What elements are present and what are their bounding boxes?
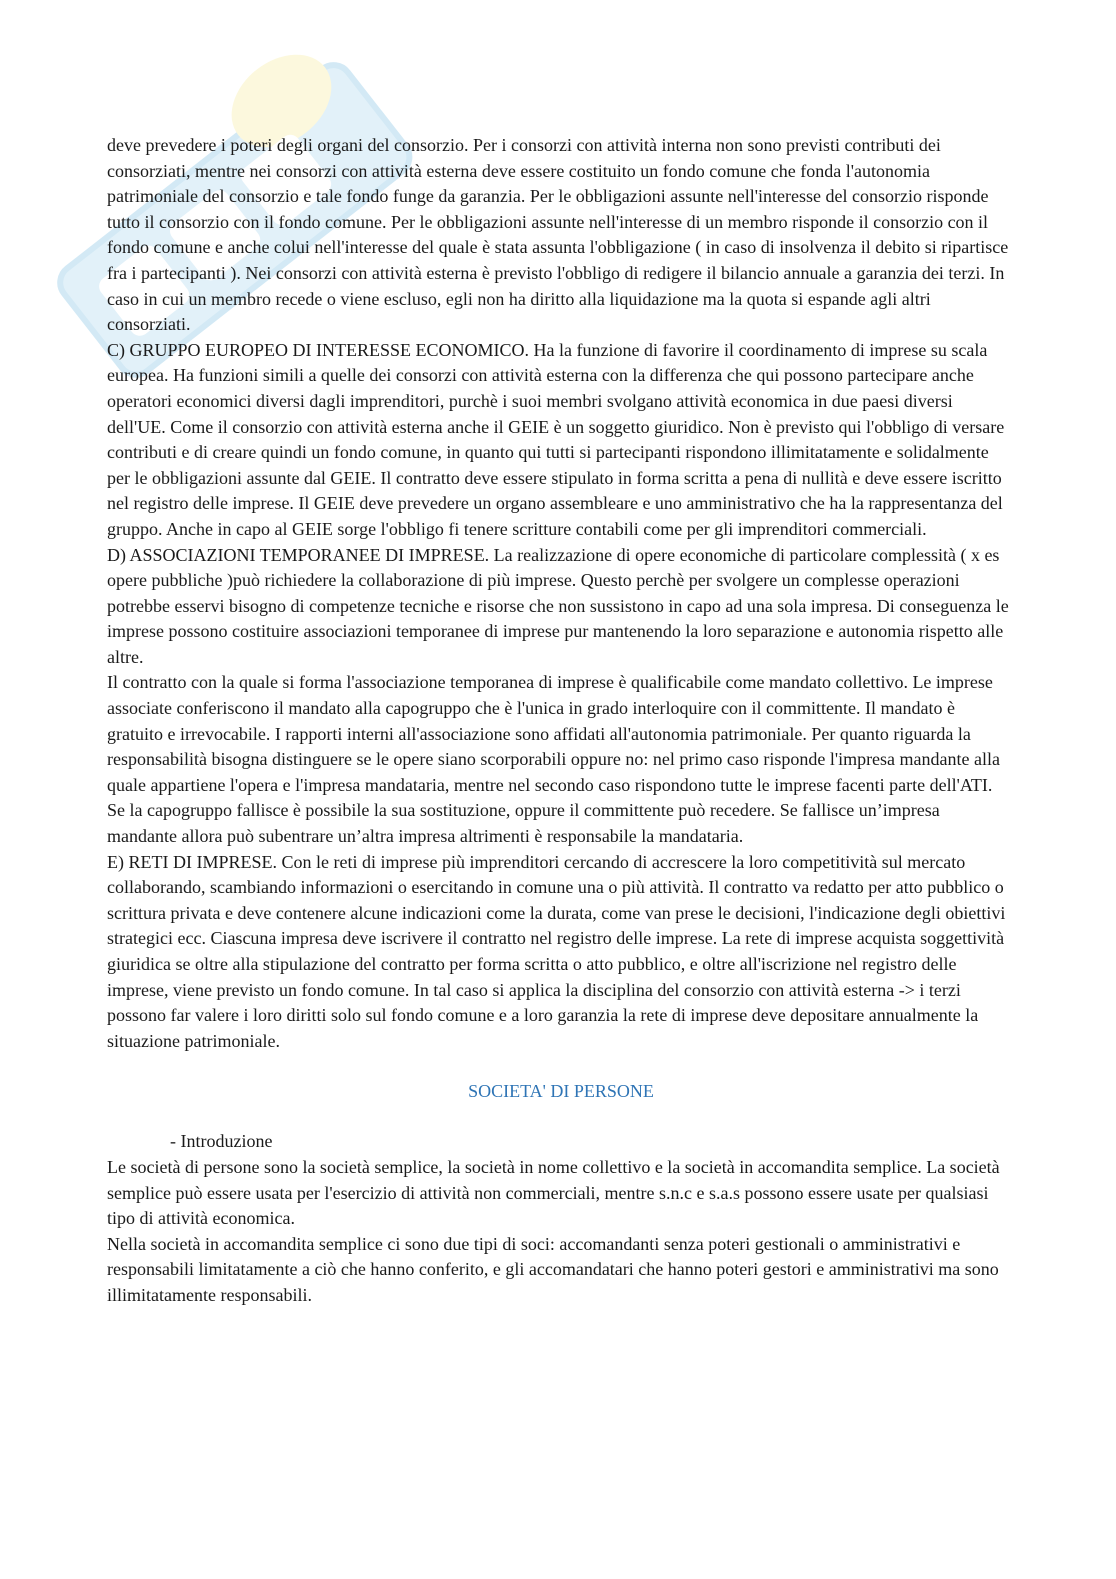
document-page xyxy=(107,133,1013,1309)
paragraph-reti-imprese: E) RETI DI IMPRESE. Con le reti di imprese più imprenditori cercando di accrescere la loro competitività sul mercato collaborando, scambiando informazioni o esercitando in comune una o più attività. Il contratto va redatto per atto pubblico o scrittura privata e deve contenere alcune indicazioni come la durata, come van prese le decisioni, l'indicazione degli obiettivi strategici ecc. Ciascuna impresa deve iscrivere il contratto nel registro delle imprese. La rete di imprese acquista soggettività giuridica se oltre alla stipulazione del contratto per forma scritta o atto pubblico, e oltre all'iscrizione nel registro delle imprese, viene previsto un fondo comune. In tal caso si applica la disciplina del consorzio con attività esterna -> i terzi possono far valere i loro diritti solo sul fondo comune e a loro garanzia la rete di imprese deve depositare annualmente la situazione patrimoniale. xyxy=(107,851,1006,1051)
subheading-introduzione: - Introduzione xyxy=(170,1131,273,1152)
paragraph-consorzi: deve prevedere i poteri degli organi del consorzio. Per i consorzi con attività interna non sono previsti contributi dei consorziati, mentre nei consorzi con attività esterna deve essere costituito un fondo comune che fonda l'autonomia patrimoniale del consorzio e tale fondo funge da garanzia. Per le obbligazioni assunte nell'interesse del consorzio risponde tutto il consorzio con il fondo comune. Per le obbligazioni assunte nell'interesse di un membro risponde il consorzio con il fondo comune e anche colui nell'interesse del quale è stata assunta l'obbligazione ( in caso di insolvenza il debito si ripartisce fra i partecipanti ). Nei consorzi con attività esterna è previsto l'obbligo di redigere il bilancio annuale a garanzia dei terzi. In caso in cui un membro recede o viene escluso, egli non ha diritto alla liquidazione ma la quota si espande agli altri consorziati. xyxy=(107,135,1009,335)
paragraph-geie: C) GRUPPO EUROPEO DI INTERESSE ECONOMICO. Ha la funzione di favorire il coordinamento di imprese su scala europea. Ha funzioni simili a quelle dei consorzi con attività esterna con la differenza che qui possono partecipare anche operatori economici diversi dagli imprenditori, purchè i suoi membri svolgano attività economica in due paesi diversi dell'UE. Come il consorzio con attività esterna anche il GEIE è un soggetto giuridico. Non è previsto qui l'obbligo di versare contributi e di creare quindi un fondo comune, in quanto qui tutti si partecipanti rispondono illimitatamente e solidalmente per le obbligazioni assunte dal GEIE. Il contratto deve essere stipulato in forma scritta a pena di nullità e deve essere iscritto nel registro delle imprese. Il GEIE deve prevedere un organo assembleare e uno amministrativo che ha la rappresentanza del gruppo. Anche in capo al GEIE sorge l'obbligo fi tenere scritture contabili come per gli imprenditori commerciali. xyxy=(107,339,1005,539)
paragraph-societa-persone: Le società di persone sono la società semplice, la società in nome collettivo e la società in accomandita semplice. La società semplice può essere usata per l'esercizio di attività non commerciali, mentre s.n.c e s.a.s possono essere usate per qualsiasi tipo di attività economica. xyxy=(107,1156,1000,1229)
paragraph-ati: D) ASSOCIAZIONI TEMPORANEE DI IMPRESE. La realizzazione di opere economiche di particolare complessità ( x es opere pubbliche )può richiedere la collaborazione di più imprese. Questo perchè per svolgere un complesse operazioni potrebbe esservi bisogno di competenze tecniche e risorse che non sussistono in capo ad una sola impresa. Di conseguenza le imprese possono costituire associazioni temporanee di imprese pur mantenendo la loro separazione e autonomia rispetto alle altre. xyxy=(107,544,1009,667)
paragraph-ati-contratto: Il contratto con la quale si forma l'associazione temporanea di imprese è qualificabile come mandato collettivo. Le imprese associate conferiscono il mandato alla capogruppo che è l'unica in grado interloquire con il committente. Il mandato è gratuito e irrevocabile. I rapporti interni all'associazione sono affidati all'autonomia patrimoniale. Per quanto riguarda la responsabilità bisogna distinguere se le opere siano scorporabili oppure no: nel primo caso risponde l'impresa mandante alla quale appartiene l'opera e l'impresa mandataria, mentre nel secondo caso rispondono tutte le imprese facenti parte dell'ATI. Se la capogruppo fallisce è possibile la sua sostituzione, oppure il committente può recedere. Se fallisce un’impresa mandante allora può subentrare un’altra impresa altrimenti è responsabile la mandataria. xyxy=(107,672,1000,847)
paragraph-accomandita: Nella società in accomandita semplice ci sono due tipi di soci: accomandanti senza poteri gestionali o amministrativi e responsabili limitatamente a ciò che hanno conferito, e gli accomandatari che hanno poteri gestori e amministrativi ma sono illimitatamente responsabili. xyxy=(107,1233,999,1305)
section-title: SOCIETA' DI PERSONE xyxy=(468,1081,654,1102)
